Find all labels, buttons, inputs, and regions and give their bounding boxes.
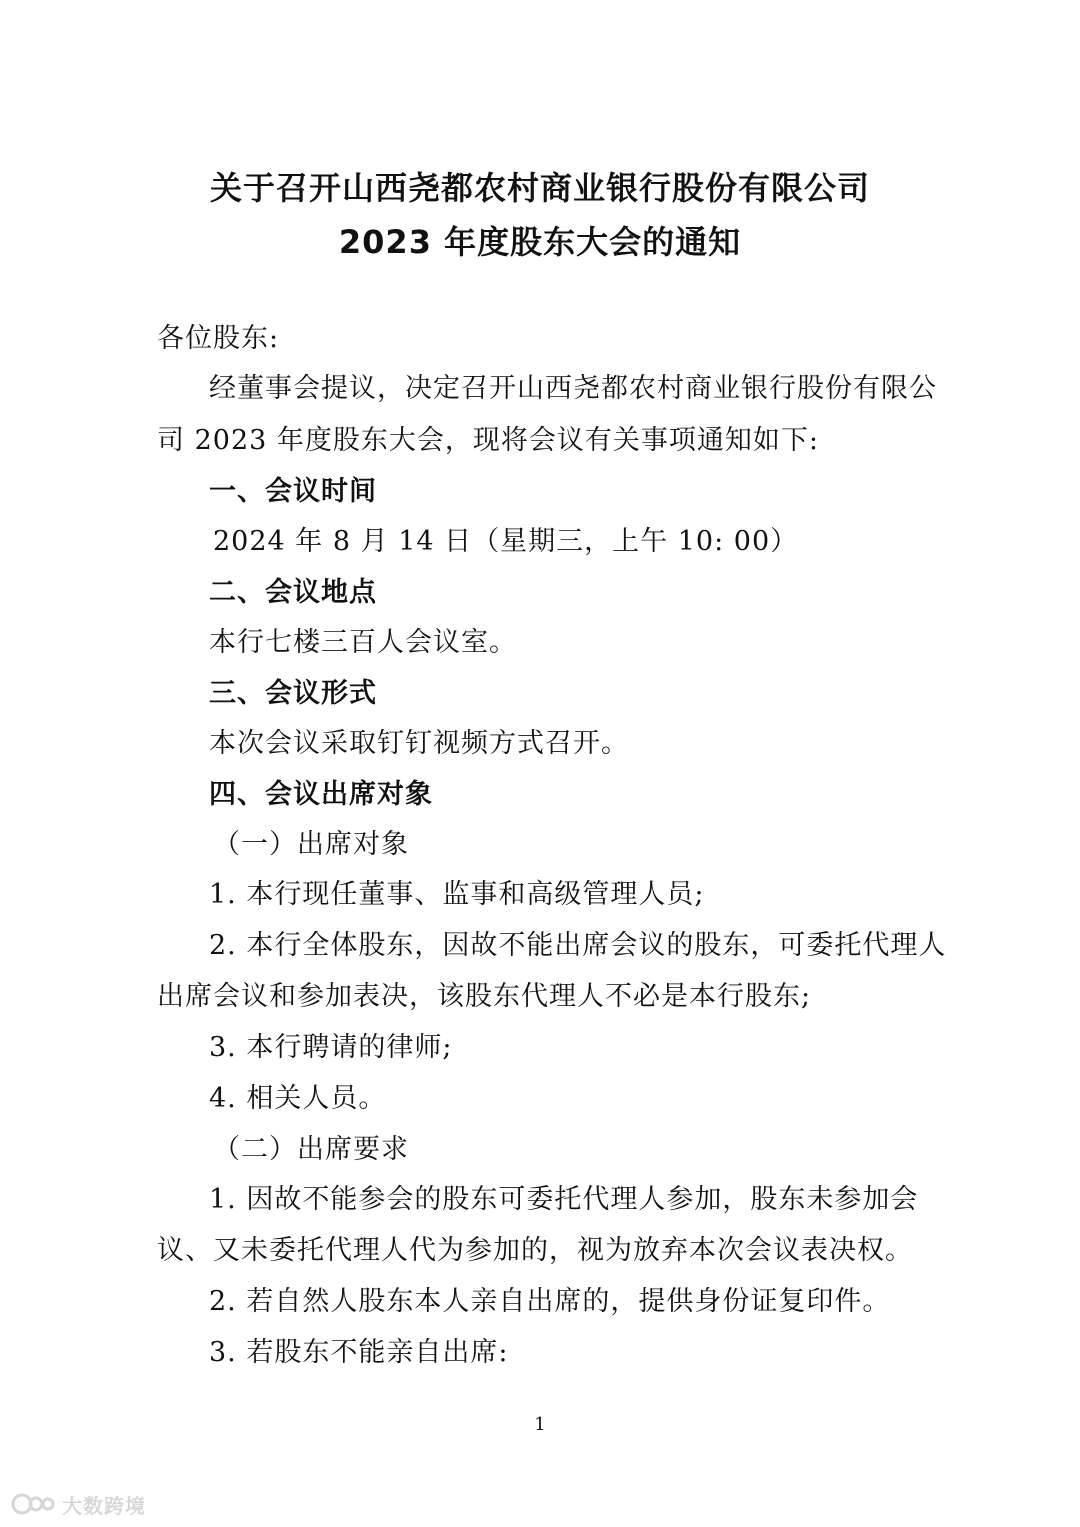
intro-line2: 司 2023 年度股东大会，现将会议有关事项通知如下:	[157, 425, 819, 456]
sub1-item2-line1: 2. 本行全体股东，因故不能出席会议的股东，可委托代理人	[209, 930, 947, 961]
intro-line1: 经董事会提议，决定召开山西尧都农村商业银行股份有限公	[209, 373, 937, 404]
brand-logo-icon	[10, 1491, 56, 1517]
sub2-item1-line1: 1. 因故不能参会的股东可委托代理人参加，股东未参加会	[209, 1184, 919, 1215]
document-title-line2: 2023 年度股东大会的通知	[338, 223, 742, 261]
section-time-body: 2024 年 8 月 14 日（星期三，上午 10: 00）	[213, 526, 799, 557]
sub1-heading: （一）出席对象	[213, 829, 409, 860]
watermark-text: 大数跨境	[62, 1493, 146, 1518]
sub1-item3: 3. 本行聘请的律师;	[209, 1032, 453, 1063]
sub2-item1-line2: 议、又未委托代理人代为参加的，视为放弃本次会议表决权。	[157, 1235, 913, 1266]
document-title-line1: 关于召开山西尧都农村商业银行股份有限公司	[209, 169, 870, 207]
page-number: 1	[534, 1414, 546, 1435]
sub1-item2-line2: 出席会议和参加表决，该股东代理人不必是本行股东;	[157, 981, 812, 1012]
section-format-body: 本次会议采取钉钉视频方式召开。	[209, 728, 629, 759]
section-place-body: 本行七楼三百人会议室。	[209, 627, 517, 658]
sub2-item2: 2. 若自然人股东本人亲自出席的，提供身份证复印件。	[209, 1286, 891, 1317]
watermark	[10, 1490, 146, 1518]
sub1-item4: 4. 相关人员。	[209, 1083, 387, 1114]
salutation: 各位股东:	[157, 323, 280, 354]
section-format-heading: 三、会议形式	[209, 678, 377, 709]
sub2-item3: 3. 若股东不能亲自出席:	[209, 1337, 509, 1368]
sub1-item1: 1. 本行现任董事、监事和高级管理人员;	[209, 879, 705, 910]
sub2-heading: （二）出席要求	[213, 1134, 409, 1165]
section-attendees-heading: 四、会议出席对象	[209, 779, 433, 810]
section-place-heading: 二、会议地点	[209, 577, 377, 608]
section-time-heading: 一、会议时间	[209, 476, 377, 507]
